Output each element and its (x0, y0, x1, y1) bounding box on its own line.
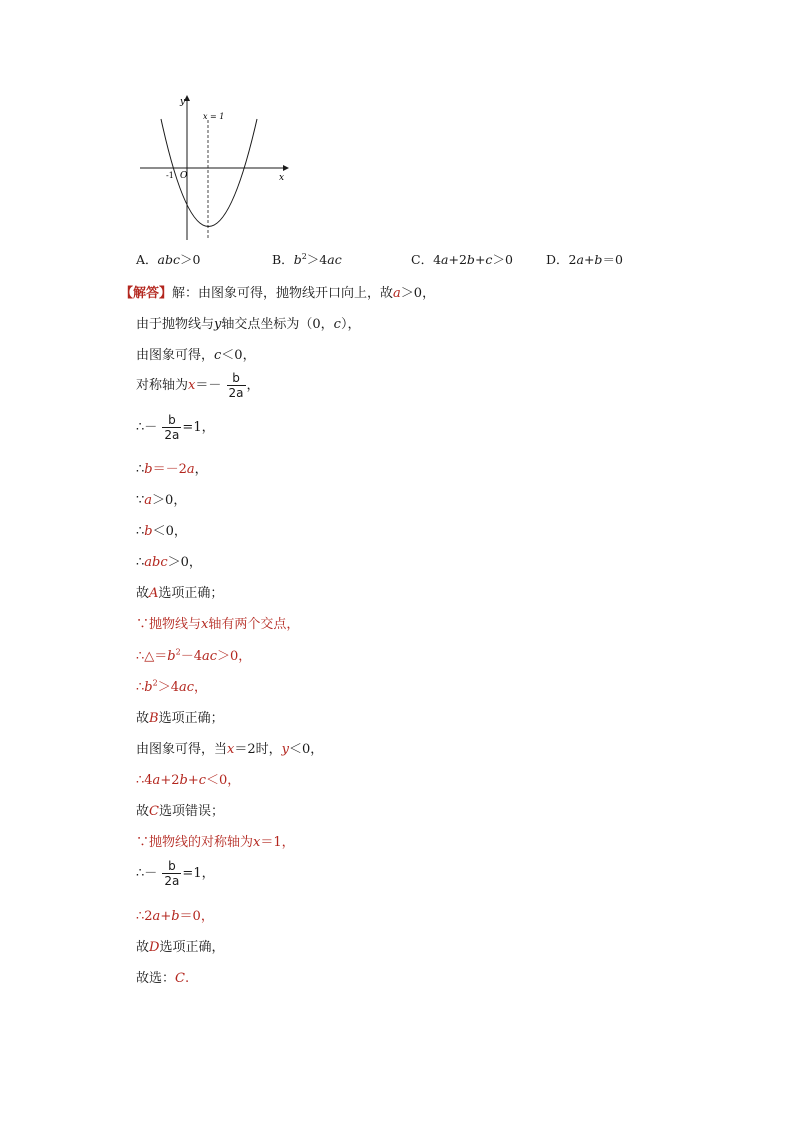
solution-line-6: ∴b＝－2a， (136, 462, 208, 477)
solution-line-17: 故C选项错误； (136, 804, 224, 819)
solution-line-1: 【解答】解：由图象可得，抛物线开口向上，故a＞0， (120, 286, 436, 301)
solution-line-15: 由图象可得，当x＝2时，y＜0， (136, 742, 324, 757)
solution-line-13: $\therefore b^2>4ac$， (136, 678, 208, 695)
fraction-b-over-2a: $\frac{b}{2a}$ (228, 371, 244, 400)
neg-one-label: -1 (166, 171, 174, 180)
option-c: C．4a+2b+c＞0 (411, 252, 513, 267)
solution-line-4: 对称轴为x＝－ $\frac{b}{2a}$ ， (136, 371, 260, 400)
solution-line-10: 故A选项正确； (136, 586, 224, 601)
solution-line-3: 由图象可得，c＜0， (136, 348, 256, 363)
solution-line-12: $\therefore\triangle=b^2-4ac>0$， (136, 647, 252, 664)
origin-label: O (180, 171, 188, 181)
solution-line-7: ∵a＞0， (136, 493, 187, 508)
solution-line-11: ∵抛物线与x轴有两个交点， (136, 617, 300, 632)
solution-line-16: ∴4a+2b+c＜0， (136, 773, 241, 788)
option-d: D．2a+b＝0 (546, 252, 623, 267)
solution-line-9: ∴abc＞0， (136, 555, 202, 570)
parabola-curve (161, 119, 257, 227)
option-b: B．$b^2>4ac$ (272, 251, 342, 267)
solution-line-14: 故B选项正确； (136, 711, 224, 726)
x-axis-label: x (279, 173, 285, 183)
solution-line-18: ∵抛物线的对称轴为x＝1， (136, 835, 295, 850)
solution-line-20: ∴2a+b＝0， (136, 909, 214, 924)
solution-line-5: ∴－ $\frac{b}{2a}$ =1， (136, 413, 215, 442)
fraction-b-over-2a: $\frac{b}{2a}$ (164, 859, 180, 888)
fraction-b-over-2a: $\frac{b}{2a}$ (164, 413, 180, 442)
parabola-graph (135, 92, 295, 242)
solution-line-8: ∴b＜0， (136, 524, 187, 539)
option-a: A．abc＞0 (136, 252, 201, 267)
y-axis-label: y (180, 97, 186, 107)
solution-line-22: 故选：C. (136, 971, 190, 986)
solution-line-2: 由于抛物线与y轴交点坐标为（0，c）， (136, 317, 361, 332)
solution-line-19: ∴－ $\frac{b}{2a}$ =1， (136, 859, 215, 888)
solution-line-21: 故D选项正确， (136, 940, 225, 955)
symmetry-axis-label: x = 1 (203, 112, 225, 121)
